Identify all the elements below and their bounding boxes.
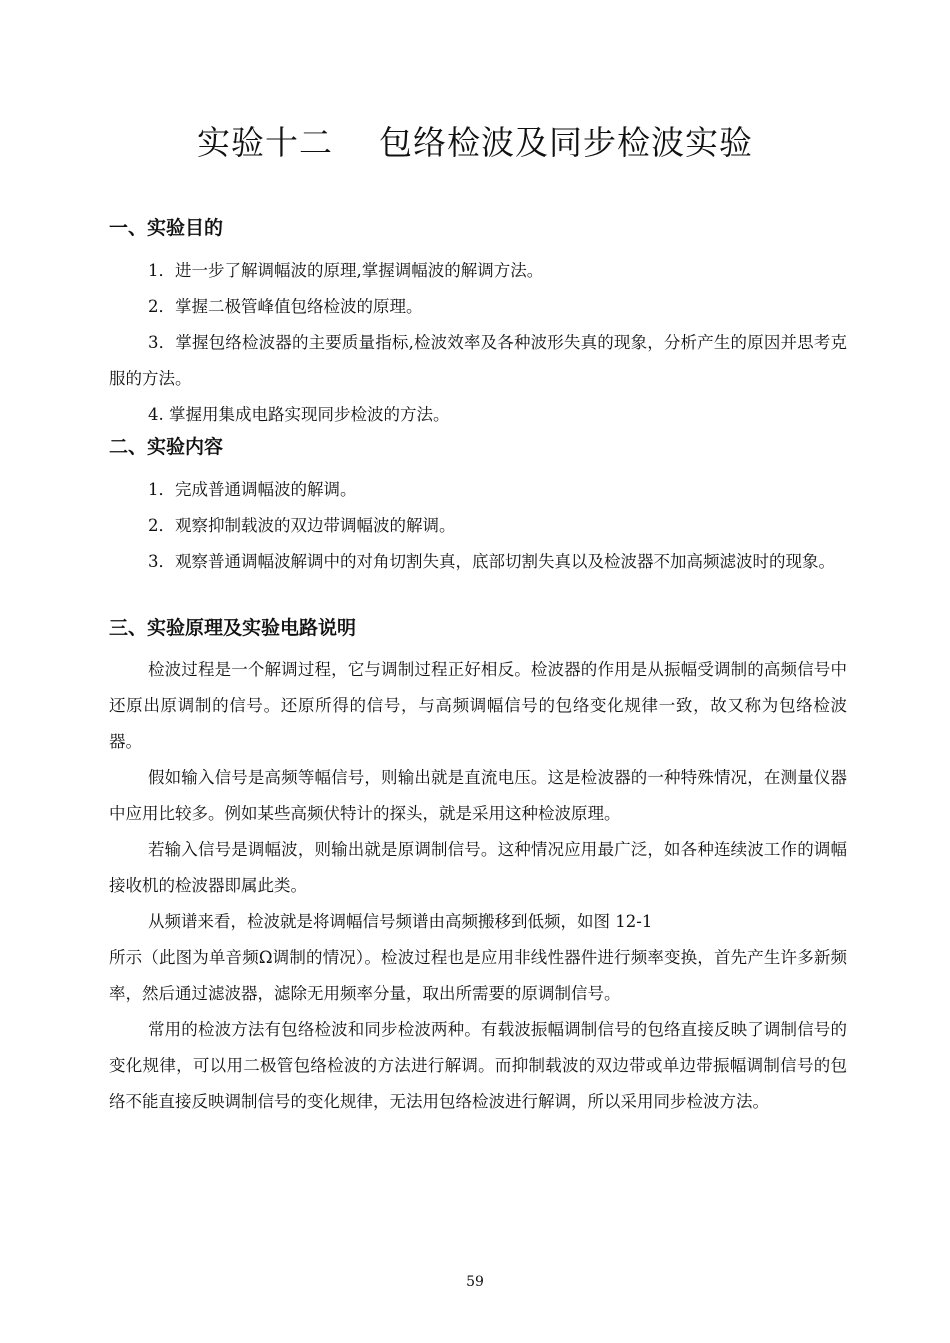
section-heading-objectives: 一、实验目的	[109, 217, 224, 239]
principle-paragraph-2: 假如输入信号是高频等幅信号，则输出就是直流电压。这是检波器的一种特殊情况，在测量仪器中应用比较多。例如某些高频伏特计的探头，就是采用这种检波原理。	[109, 768, 847, 823]
principle-paragraph-3: 若输入信号是调幅波，则输出就是原调制信号。这种情况应用最广泛，如各种连续波工作的调幅接收机的检波器即属此类。	[109, 840, 847, 895]
principle-paragraph-1: 检波过程是一个解调过程，它与调制过程正好相反。检波器的作用是从振幅受调制的高频信号中还原出原调制的信号。还原所得的信号，与高频调幅信号的包络变化规律一致，故又称为包络检波器。	[109, 660, 847, 751]
principle-paragraph-4: 从频谱来看，检波就是将调幅信号频谱由高频搬移到低频，如图 12-1	[148, 912, 653, 931]
principle-paragraph-5: 所示（此图为单音频Ω调制的情况）。检波过程也是应用非线性器件进行频率变换，首先产生许多新频率，然后通过滤波器，滤除无用频率分量，取出所需要的原调制信号。	[109, 948, 847, 1003]
section-heading-content: 二、实验内容	[109, 436, 224, 458]
page-title: 实验十二 包络检波及同步检波实验	[197, 123, 753, 162]
objective-item-3: 3．掌握包络检波器的主要质量指标,检波效率及各种波形失真的现象，分析产生的原因并思考克服的方法。	[109, 333, 847, 388]
page-number: 59	[466, 1274, 484, 1290]
content-item-3: 3．观察普通调幅波解调中的对角切割失真，底部切割失真以及检波器不加高频滤波时的现象。	[148, 552, 835, 571]
section-heading-principle: 三、实验原理及实验电路说明	[109, 617, 357, 639]
objective-item-4: 4. 掌握用集成电路实现同步检波的方法。	[148, 405, 450, 424]
content-item-1: 1．完成普通调幅波的解调。	[148, 480, 357, 499]
principle-paragraph-6: 常用的检波方法有包络检波和同步检波两种。有载波振幅调制信号的包络直接反映了调制信号的变化规律，可以用二极管包络检波的方法进行解调。而抑制载波的双边带或单边带振幅调制信号的包络不能直接反映调制信号的变化规律，无法用包络检波进行解调，所以采用同步检波方法。	[109, 1020, 847, 1111]
content-item-2: 2．观察抑制载波的双边带调幅波的解调。	[148, 516, 456, 535]
objective-item-1: 1．进一步了解调幅波的原理,掌握调幅波的解调方法。	[148, 261, 544, 280]
objective-item-2: 2．掌握二极管峰值包络检波的原理。	[148, 297, 423, 316]
